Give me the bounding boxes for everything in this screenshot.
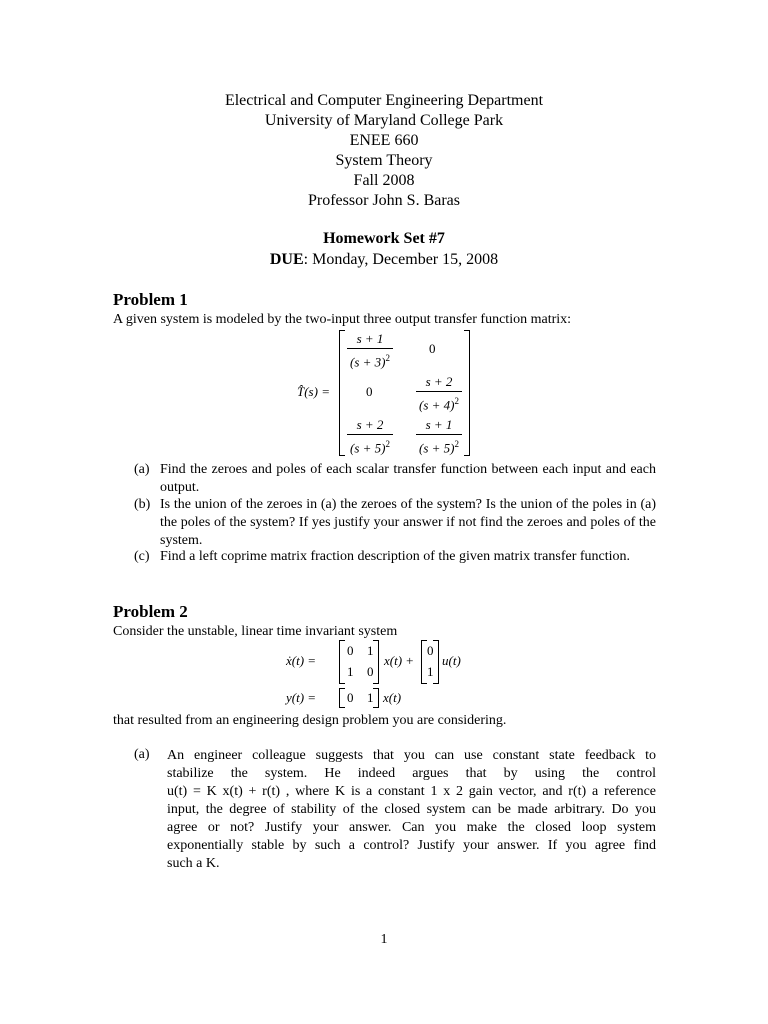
c-left-bracket xyxy=(339,688,345,708)
item-a-line-5: agree or not? Justify your answer. Can you make the closed loop system xyxy=(167,820,656,835)
item-a-line-1: An engineer colleague suggests that you can use constant state feedback to xyxy=(167,748,656,763)
item-a-line-3: u(t) = K x(t) + r(t) , where K is a constant 1 x 2 gain vector, and r(t) a reference xyxy=(167,784,656,799)
output-eq-lhs: y(t) = xyxy=(286,690,317,705)
c-2: 1 xyxy=(367,690,374,705)
right-bracket xyxy=(464,330,470,456)
entry-r1c2: 0 xyxy=(429,341,436,356)
a-left-bracket xyxy=(339,640,345,684)
due-date: : Monday, December 15, 2008 xyxy=(303,251,499,268)
page-number: 1 xyxy=(380,932,388,947)
state-eq-mid: x(t) + xyxy=(384,653,415,668)
problem-2-intro: Consider the unstable, linear time invariant system xyxy=(113,624,398,639)
state-eq-lhs: ẋ(t) = xyxy=(286,653,317,668)
b-right-bracket xyxy=(433,640,439,684)
item-a-line-6: exponentially stable by such a control? Justify your answer. If you agree find xyxy=(167,838,656,853)
entry-r3c1: s + 2 $(s + 5)^2$ xyxy=(347,417,393,452)
entry-r3c2: s + 1 $(s + 5)^2$ xyxy=(416,417,462,452)
item-a-line-7: such a K. xyxy=(167,856,220,871)
item-a-label: (a) xyxy=(134,747,150,762)
item-a-line-2: stabilize the system. He indeed argues that by using the control xyxy=(167,766,656,781)
professor-line: Professor John S. Baras xyxy=(308,192,460,209)
course-title: System Theory xyxy=(335,152,433,169)
a-11: 0 xyxy=(347,643,354,658)
problem-1-intro: A given system is modeled by the two-input three output transfer function matrix: xyxy=(113,312,572,327)
c-right-bracket xyxy=(373,688,379,708)
b-1: 0 xyxy=(427,643,434,658)
a-right-bracket xyxy=(373,640,379,684)
due-label: DUE xyxy=(269,251,304,268)
term-line: Fall 2008 xyxy=(353,172,415,189)
entry-r1c1: s + 1 $(s + 3)^2$ xyxy=(347,331,393,366)
b-2: 1 xyxy=(427,664,434,679)
university-line: University of Maryland College Park xyxy=(264,112,504,129)
a-22: 0 xyxy=(367,664,374,679)
a-21: 1 xyxy=(347,664,354,679)
problem-1-heading: Problem 1 xyxy=(113,290,188,309)
problem-2-heading: Problem 2 xyxy=(113,602,188,621)
problem-2-after: that resulted from an engineering design problem you are considering. xyxy=(113,713,507,728)
left-bracket xyxy=(339,330,345,456)
matrix-lhs: T̂(s) = xyxy=(297,384,330,399)
dept-line: Electrical and Computer Engineering Department xyxy=(224,92,544,109)
output-eq-rhs: x(t) xyxy=(383,690,402,705)
homework-title: Homework Set #7 xyxy=(323,230,445,247)
due-line xyxy=(0,251,768,269)
course-line: ENEE 660 xyxy=(349,132,419,149)
entry-r2c1: 0 xyxy=(366,384,373,399)
a-12: 1 xyxy=(367,643,374,658)
state-eq-rhs: u(t) xyxy=(442,653,461,668)
item-a-line-4: input, the degree of stability of the closed system can be made arbitrary. Do you xyxy=(167,802,656,817)
entry-r2c2: s + 2 $(s + 4)^2$ xyxy=(416,374,462,409)
c-1: 0 xyxy=(347,690,354,705)
